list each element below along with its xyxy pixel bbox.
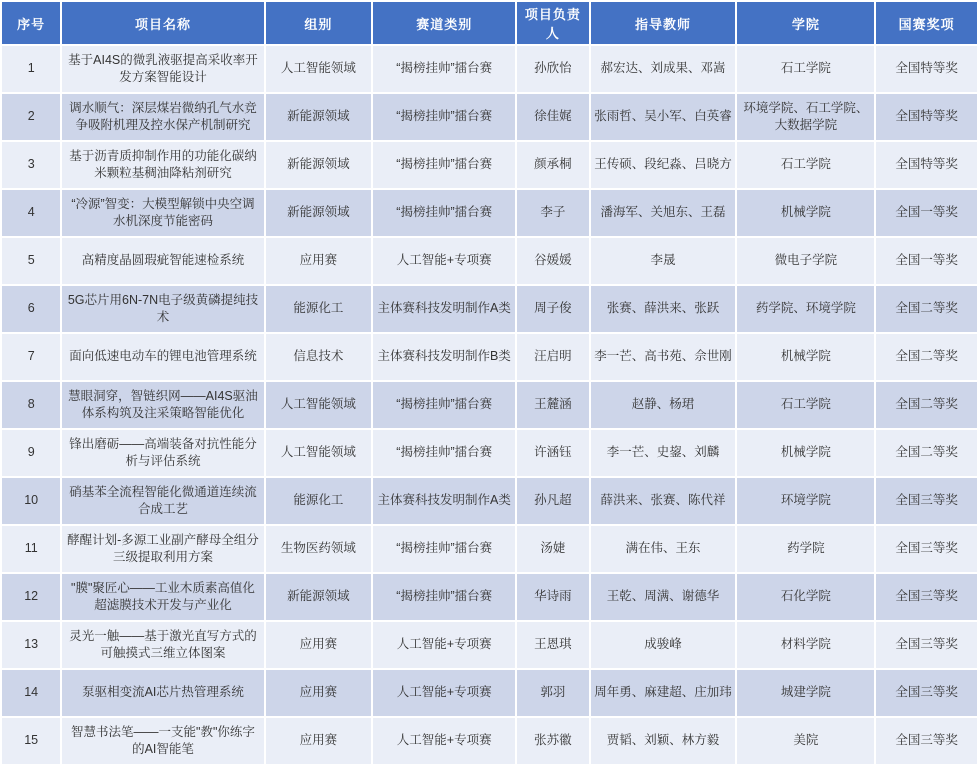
table-row bbox=[2, 190, 977, 236]
cell-advisors: 李晟 bbox=[591, 238, 736, 284]
cell-project-name: 5G芯片用6N-7N电子级黄磷提纯技术 bbox=[62, 286, 263, 332]
table-row bbox=[2, 46, 977, 92]
cell-index: 13 bbox=[2, 622, 60, 668]
table-row bbox=[2, 94, 977, 140]
cell-group: 应用赛 bbox=[266, 622, 372, 668]
cell-group: 能源化工 bbox=[266, 478, 372, 524]
cell-advisors: 郝宏达、刘成果、邓嵩 bbox=[591, 46, 736, 92]
cell-index: 12 bbox=[2, 574, 60, 620]
cell-award: 全国特等奖 bbox=[876, 94, 977, 140]
cell-award: 全国一等奖 bbox=[876, 190, 977, 236]
cell-leader: 孙欣怡 bbox=[517, 46, 588, 92]
cell-leader: 王麓涵 bbox=[517, 382, 588, 428]
cell-advisors: 满在伟、王东 bbox=[591, 526, 736, 572]
cell-project-name: 泵驱相变流AI芯片热管理系统 bbox=[62, 670, 263, 716]
cell-leader: 郭羽 bbox=[517, 670, 588, 716]
cell-project-name: 高精度晶圆瑕疵智能速检系统 bbox=[62, 238, 263, 284]
cell-college: 机械学院 bbox=[737, 334, 874, 380]
cell-college: 城建学院 bbox=[737, 670, 874, 716]
cell-track: 主体赛科技发明制作B类 bbox=[373, 334, 515, 380]
cell-college: 石工学院 bbox=[737, 142, 874, 188]
cell-college: 石工学院 bbox=[737, 46, 874, 92]
cell-index: 14 bbox=[2, 670, 60, 716]
cell-project-name: "膜"聚匠心——工业木质素高值化超滤膜技术开发与产业化 bbox=[62, 574, 263, 620]
cell-group: 生物医药领域 bbox=[266, 526, 372, 572]
cell-advisors: 张雨哲、吴小军、白英睿 bbox=[591, 94, 736, 140]
cell-college: 美院 bbox=[737, 718, 874, 764]
cell-group: 人工智能领域 bbox=[266, 382, 372, 428]
cell-leader: 华诗雨 bbox=[517, 574, 588, 620]
cell-group: 新能源领域 bbox=[266, 142, 372, 188]
cell-leader: 许涵钰 bbox=[517, 430, 588, 476]
table-row bbox=[2, 382, 977, 428]
cell-college: 药学院、环境学院 bbox=[737, 286, 874, 332]
cell-project-name: 慧眼洞穿，智链织网——AI4S驱油体系构筑及注采策略智能优化 bbox=[62, 382, 263, 428]
cell-college: 药学院 bbox=[737, 526, 874, 572]
cell-track: “揭榜挂帅”擂台赛 bbox=[373, 574, 515, 620]
cell-group: 新能源领域 bbox=[266, 94, 372, 140]
cell-award: 全国二等奖 bbox=[876, 382, 977, 428]
cell-project-name: 锋出磨砺——高端装备对抗性能分析与评估系统 bbox=[62, 430, 263, 476]
cell-index: 1 bbox=[2, 46, 60, 92]
cell-leader: 徐佳娓 bbox=[517, 94, 588, 140]
cell-group: 应用赛 bbox=[266, 670, 372, 716]
cell-leader: 颜承桐 bbox=[517, 142, 588, 188]
header-project-name: 项目名称 bbox=[62, 2, 263, 44]
table-header bbox=[2, 2, 977, 44]
cell-advisors: 王传硕、段纪淼、吕晓方 bbox=[591, 142, 736, 188]
cell-project-name: 智慧书法笔——一支能"教"你练字的AI智能笔 bbox=[62, 718, 263, 764]
table-row bbox=[2, 622, 977, 668]
cell-project-name: 灵光一触——基于激光直写方式的可触摸式三维立体图案 bbox=[62, 622, 263, 668]
cell-college: 环境学院 bbox=[737, 478, 874, 524]
cell-group: 新能源领域 bbox=[266, 574, 372, 620]
cell-group: 人工智能领域 bbox=[266, 46, 372, 92]
cell-advisors: 王乾、周满、谢德华 bbox=[591, 574, 736, 620]
cell-index: 5 bbox=[2, 238, 60, 284]
cell-project-name: “冷源”智变：大模型解锁中央空调水机深度节能密码 bbox=[62, 190, 263, 236]
cell-award: 全国三等奖 bbox=[876, 622, 977, 668]
cell-advisors: 李一芒、史鋆、刘麟 bbox=[591, 430, 736, 476]
cell-leader: 汪启明 bbox=[517, 334, 588, 380]
cell-track: “揭榜挂帅”擂台赛 bbox=[373, 430, 515, 476]
cell-award: 全国特等奖 bbox=[876, 46, 977, 92]
cell-project-name: 调水顺气：深层煤岩微纳孔气水竞争吸附机理及控水保产机制研究 bbox=[62, 94, 263, 140]
cell-index: 10 bbox=[2, 478, 60, 524]
cell-track: “揭榜挂帅”擂台赛 bbox=[373, 190, 515, 236]
table-row bbox=[2, 430, 977, 476]
cell-leader: 王恩琪 bbox=[517, 622, 588, 668]
cell-track: 主体赛科技发明制作A类 bbox=[373, 478, 515, 524]
cell-leader: 李子 bbox=[517, 190, 588, 236]
header-row bbox=[2, 2, 977, 44]
cell-track: 人工智能+专项赛 bbox=[373, 238, 515, 284]
cell-track: “揭榜挂帅”擂台赛 bbox=[373, 526, 515, 572]
cell-leader: 孙凡超 bbox=[517, 478, 588, 524]
cell-index: 8 bbox=[2, 382, 60, 428]
cell-track: 人工智能+专项赛 bbox=[373, 718, 515, 764]
cell-project-name: 基于AI4S的微乳液驱提高采收率开发方案智能设计 bbox=[62, 46, 263, 92]
cell-track: 人工智能+专项赛 bbox=[373, 622, 515, 668]
cell-leader: 汤婕 bbox=[517, 526, 588, 572]
table-row bbox=[2, 478, 977, 524]
cell-college: 机械学院 bbox=[737, 430, 874, 476]
cell-group: 新能源领域 bbox=[266, 190, 372, 236]
cell-advisors: 成骏峰 bbox=[591, 622, 736, 668]
cell-advisors: 薛洪来、张赛、陈代祥 bbox=[591, 478, 736, 524]
cell-college: 微电子学院 bbox=[737, 238, 874, 284]
table-row bbox=[2, 526, 977, 572]
cell-advisors: 周年勇、麻建超、庄加玮 bbox=[591, 670, 736, 716]
cell-award: 全国三等奖 bbox=[876, 718, 977, 764]
cell-track: 人工智能+专项赛 bbox=[373, 670, 515, 716]
cell-award: 全国二等奖 bbox=[876, 334, 977, 380]
cell-advisors: 潘海军、关旭东、王磊 bbox=[591, 190, 736, 236]
cell-track: “揭榜挂帅”擂台赛 bbox=[373, 382, 515, 428]
cell-advisors: 张赛、薛洪来、张跃 bbox=[591, 286, 736, 332]
header-track: 赛道类别 bbox=[373, 2, 515, 44]
cell-college: 环境学院、石工学院、大数据学院 bbox=[737, 94, 874, 140]
cell-award: 全国一等奖 bbox=[876, 238, 977, 284]
cell-college: 石化学院 bbox=[737, 574, 874, 620]
table-row bbox=[2, 718, 977, 764]
cell-index: 9 bbox=[2, 430, 60, 476]
cell-advisors: 赵静、杨珺 bbox=[591, 382, 736, 428]
cell-college: 石工学院 bbox=[737, 382, 874, 428]
cell-project-name: 酵醒计划-多源工业副产酵母全组分三级提取利用方案 bbox=[62, 526, 263, 572]
table-row bbox=[2, 238, 977, 284]
cell-index: 2 bbox=[2, 94, 60, 140]
header-group: 组别 bbox=[266, 2, 372, 44]
table-row bbox=[2, 142, 977, 188]
header-advisors: 指导教师 bbox=[591, 2, 736, 44]
cell-advisors: 贾韬、刘颖、林方毅 bbox=[591, 718, 736, 764]
cell-project-name: 基于沥青质抑制作用的功能化碳纳米颗粒基稠油降粘剂研究 bbox=[62, 142, 263, 188]
table-row bbox=[2, 670, 977, 716]
cell-college: 材料学院 bbox=[737, 622, 874, 668]
cell-project-name: 面向低速电动车的锂电池管理系统 bbox=[62, 334, 263, 380]
cell-group: 应用赛 bbox=[266, 718, 372, 764]
header-leader: 项目负责人 bbox=[517, 2, 588, 44]
cell-index: 7 bbox=[2, 334, 60, 380]
cell-leader: 张苏徽 bbox=[517, 718, 588, 764]
cell-award: 全国三等奖 bbox=[876, 574, 977, 620]
table-body bbox=[2, 46, 977, 764]
cell-group: 应用赛 bbox=[266, 238, 372, 284]
table-row bbox=[2, 574, 977, 620]
cell-track: “揭榜挂帅”擂台赛 bbox=[373, 94, 515, 140]
cell-index: 6 bbox=[2, 286, 60, 332]
cell-track: 主体赛科技发明制作A类 bbox=[373, 286, 515, 332]
cell-track: “揭榜挂帅”擂台赛 bbox=[373, 142, 515, 188]
cell-advisors: 李一芒、高书苑、佘世刚 bbox=[591, 334, 736, 380]
header-index: 序号 bbox=[2, 2, 60, 44]
table-row bbox=[2, 286, 977, 332]
cell-group: 信息技术 bbox=[266, 334, 372, 380]
cell-index: 3 bbox=[2, 142, 60, 188]
cell-leader: 周子俊 bbox=[517, 286, 588, 332]
cell-leader: 谷媛媛 bbox=[517, 238, 588, 284]
table-row bbox=[2, 334, 977, 380]
cell-index: 4 bbox=[2, 190, 60, 236]
cell-group: 能源化工 bbox=[266, 286, 372, 332]
cell-award: 全国二等奖 bbox=[876, 430, 977, 476]
header-college: 学院 bbox=[737, 2, 874, 44]
header-award: 国赛奖项 bbox=[876, 2, 977, 44]
cell-college: 机械学院 bbox=[737, 190, 874, 236]
cell-track: “揭榜挂帅”擂台赛 bbox=[373, 46, 515, 92]
cell-award: 全国特等奖 bbox=[876, 142, 977, 188]
cell-award: 全国三等奖 bbox=[876, 670, 977, 716]
cell-project-name: 硝基苯全流程智能化微通道连续流合成工艺 bbox=[62, 478, 263, 524]
cell-award: 全国三等奖 bbox=[876, 478, 977, 524]
cell-group: 人工智能领域 bbox=[266, 430, 372, 476]
cell-index: 11 bbox=[2, 526, 60, 572]
cell-award: 全国二等奖 bbox=[876, 286, 977, 332]
cell-award: 全国三等奖 bbox=[876, 526, 977, 572]
cell-index: 15 bbox=[2, 718, 60, 764]
